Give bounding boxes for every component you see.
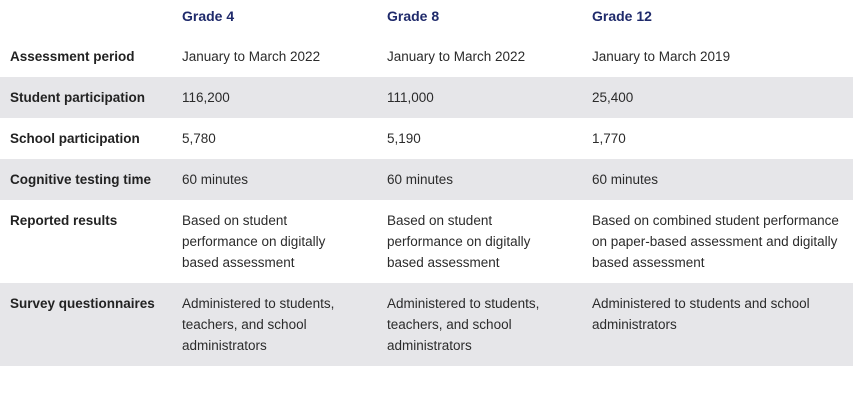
row-label: Student participation [0,77,172,118]
cell-grade-12: 1,770 [592,131,626,146]
cell-grade-12: January to March 2019 [592,49,731,64]
cell-grade-12: Administered to students and school administrators [582,283,853,366]
table-row-school-participation [0,118,853,159]
table-header [0,0,853,36]
cell-grade-12: Based on combined student performance on paper-based assessment and digitally based assessment [592,213,839,270]
cell-grade-4: Based on student performance on digitally based assessment [182,213,326,270]
table-row-assessment-period [0,36,853,77]
cell-grade-4: 60 minutes [172,159,377,200]
cell-grade-4: 116,200 [172,77,377,118]
cell-grade-8: 111,000 [377,77,582,118]
cell-grade-8: 5,190 [387,131,421,146]
header-row [0,0,853,36]
cell-grade-12: 60 minutes [582,159,853,200]
table-body [0,36,853,366]
cell-grade-8: Based on student performance on digitally based assessment [387,213,531,270]
cell-grade-4: January to March 2022 [182,49,321,64]
table-row-cognitive-testing-time [0,159,853,200]
cell-grade-8: January to March 2022 [387,49,526,64]
row-label: Cognitive testing time [0,159,172,200]
header-grade-8: Grade 8 [387,8,440,24]
row-label: Reported results [10,213,118,228]
cell-grade-4: 5,780 [182,131,216,146]
table-row-reported-results [0,200,853,283]
header-grade-4: Grade 4 [182,8,235,24]
header-blank-cell [0,0,172,36]
cell-grade-12: 25,400 [582,77,853,118]
table-row-survey-questionnaires [0,283,853,366]
cell-grade-4: Administered to students, teachers, and school administrators [172,283,377,366]
header-grade-12: Grade 12 [592,8,652,24]
cell-grade-8: Administered to students, teachers, and school administrators [377,283,582,366]
row-label: Survey questionnaires [0,283,172,366]
table-row-student-participation [0,77,853,118]
row-label: Assessment period [10,49,135,64]
row-label: School participation [10,131,140,146]
cell-grade-8: 60 minutes [377,159,582,200]
